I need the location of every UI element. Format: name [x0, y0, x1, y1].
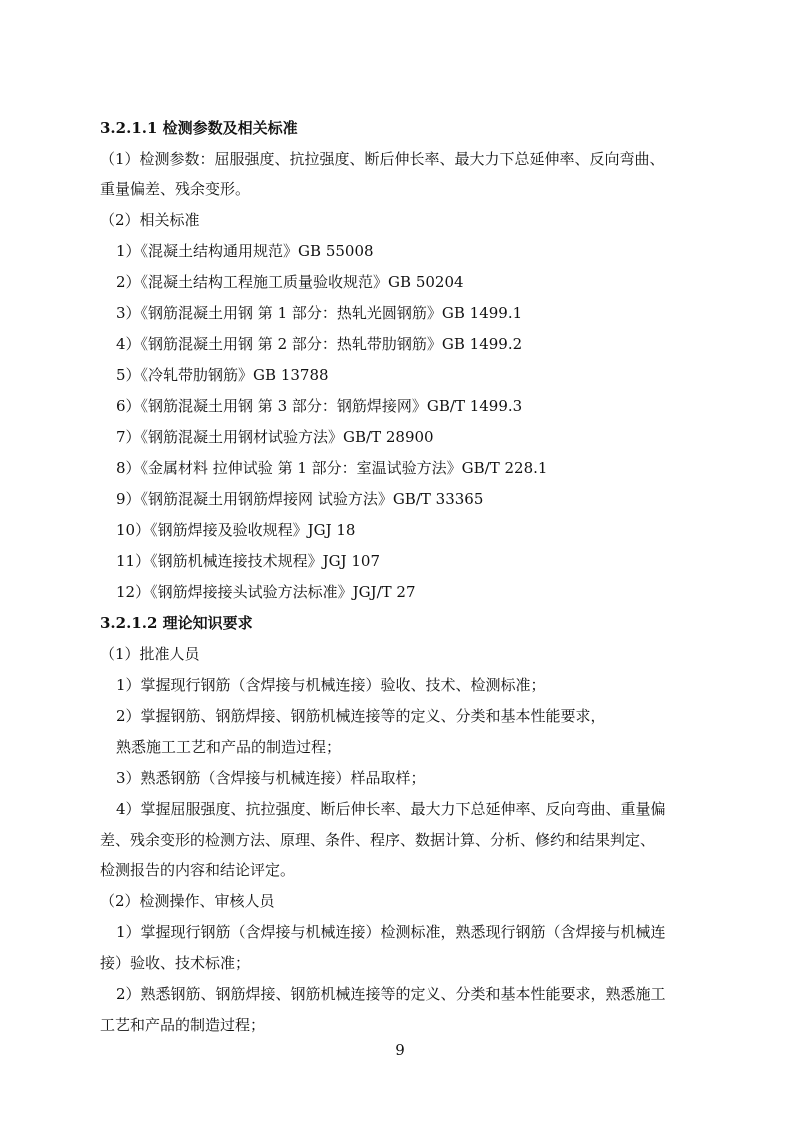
requirement-item-continuation: 接）验收、技术标准；: [100, 954, 251, 972]
standard-item: 8）《金属材料 拉伸试验 第 1 部分：室温试验方法》GB/T 228.1: [116, 459, 548, 477]
standard-item: 5）《冷轧带肋钢筋》GB 13788: [116, 366, 329, 384]
requirement-item: 2）熟悉钢筋、钢筋焊接、钢筋机械连接等的定义、分类和基本性能要求，熟悉施工: [116, 985, 666, 1003]
requirement-item-continuation: 工艺和产品的制造过程；: [100, 1016, 266, 1034]
paragraph-line: 重量偏差、残余变形。: [100, 180, 251, 198]
standard-item: 2）《混凝土结构工程施工质量验收规范》GB 50204: [116, 273, 464, 291]
requirement-item-continuation: 差、残余变形的检测方法、原理、条件、程序、数据计算、分析、修约和结果判定、: [100, 831, 656, 849]
page-number: 9: [395, 1041, 405, 1059]
requirement-item-continuation: 检测报告的内容和结论评定。: [100, 861, 296, 879]
paragraph-line: （1）检测参数：屈服强度、抗拉强度、断后伸长率、最大力下总延伸率、反向弯曲、: [100, 150, 665, 168]
requirement-item-continuation: 熟悉施工工艺和产品的制造过程；: [116, 738, 342, 756]
standard-item: 11）《钢筋机械连接技术规程》JGJ 107: [116, 552, 380, 570]
standard-item: 10）《钢筋焊接及验收规程》JGJ 18: [116, 521, 356, 539]
requirement-item: 4）掌握屈服强度、抗拉强度、断后伸长率、最大力下总延伸率、反向弯曲、重量偏: [116, 800, 666, 818]
standard-item: 12）《钢筋焊接接头试验方法标准》JGJ/T 27: [116, 583, 416, 601]
standard-item: 7）《钢筋混凝土用钢材试验方法》GB/T 28900: [116, 428, 434, 446]
standard-item: 4）《钢筋混凝土用钢 第 2 部分：热轧带肋钢筋》GB 1499.2: [116, 335, 523, 353]
requirement-item: 3）熟悉钢筋（含焊接与机械连接）样品取样；: [116, 769, 426, 787]
standard-item: 1）《混凝土结构通用规范》GB 55008: [116, 242, 374, 260]
list-label: （2）相关标准: [100, 211, 200, 229]
standard-item: 6）《钢筋混凝土用钢 第 3 部分：钢筋焊接网》GB/T 1499.3: [116, 397, 523, 415]
section-heading: 3.2.1.2 理论知识要求: [100, 614, 253, 632]
section-heading: 3.2.1.1 检测参数及相关标准: [100, 119, 298, 137]
standard-item: 9）《钢筋混凝土用钢筋焊接网 试验方法》GB/T 33365: [116, 490, 484, 508]
standard-item: 3）《钢筋混凝土用钢 第 1 部分：热轧光圆钢筋》GB 1499.1: [116, 304, 523, 322]
list-label: （2）检测操作、审核人员: [100, 892, 275, 910]
requirement-item: 1）掌握现行钢筋（含焊接与机械连接）验收、技术、检测标准；: [116, 676, 546, 694]
list-label: （1）批准人员: [100, 645, 200, 663]
requirement-item: 2）掌握钢筋、钢筋焊接、钢筋机械连接等的定义、分类和基本性能要求，: [116, 707, 606, 725]
requirement-item: 1）掌握现行钢筋（含焊接与机械连接）检测标准，熟悉现行钢筋（含焊接与机械连: [116, 923, 666, 941]
